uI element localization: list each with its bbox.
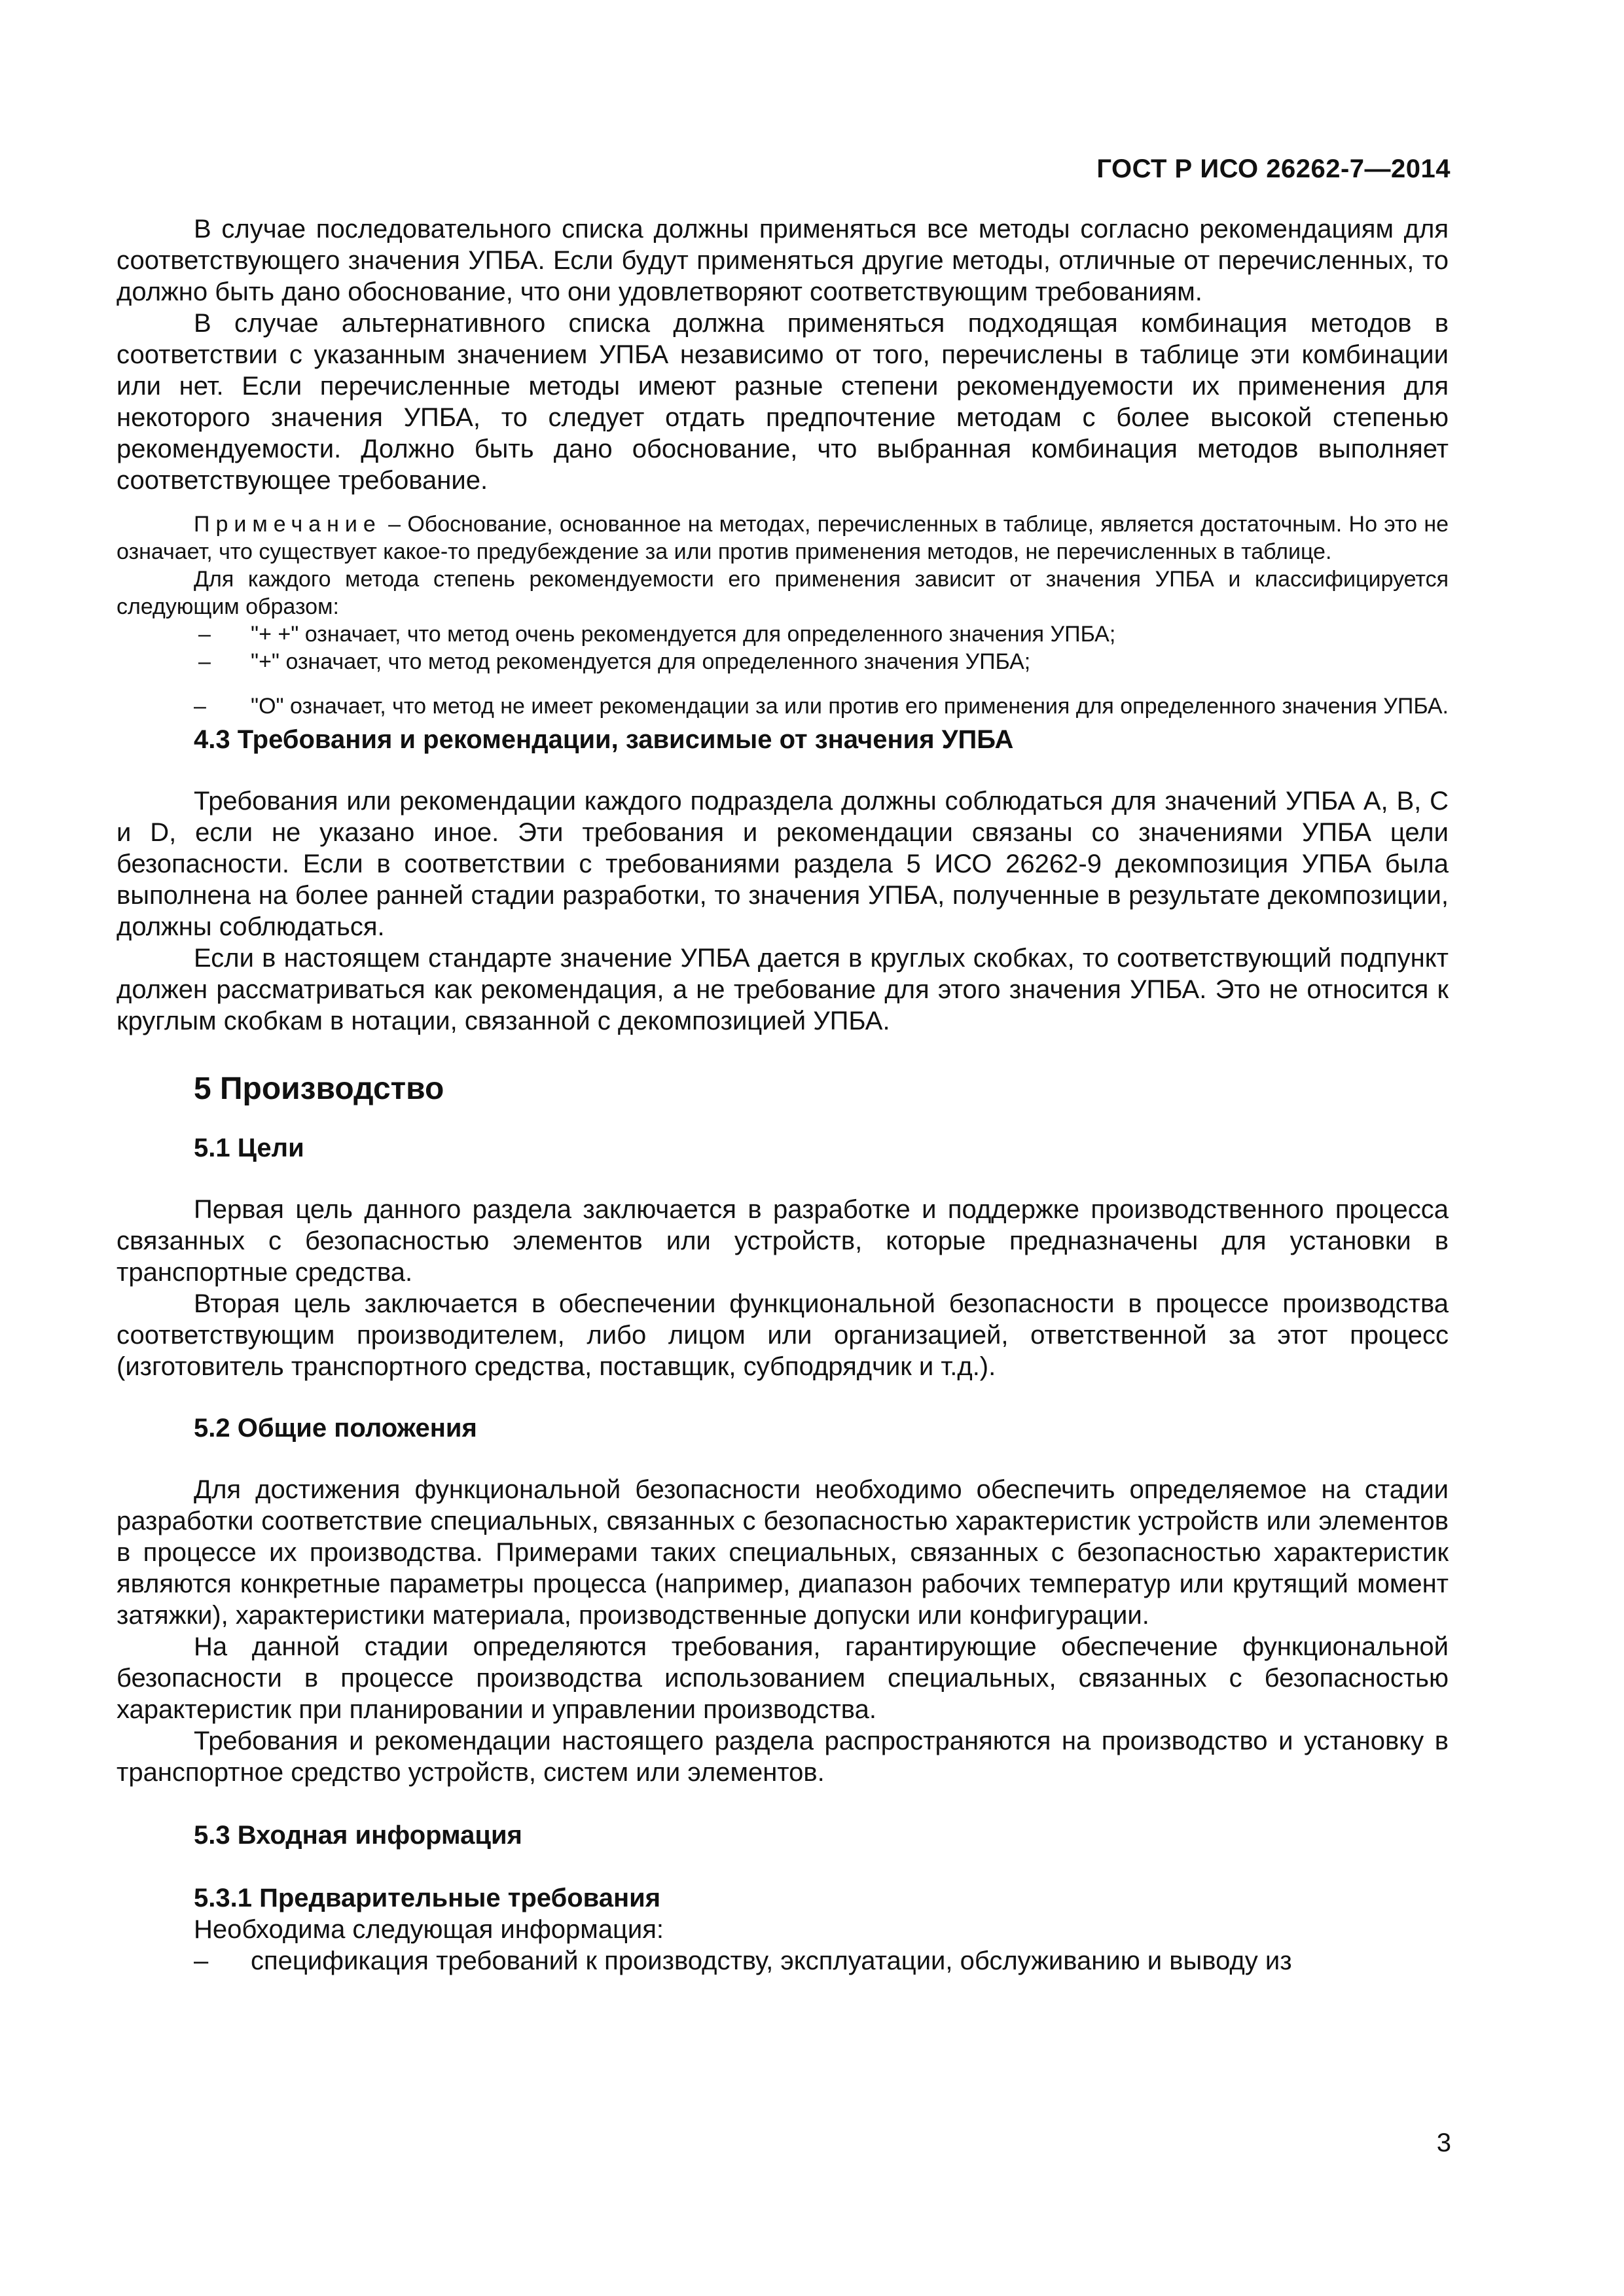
document-body <box>117 213 1449 1977</box>
note-label: Примечание <box>194 512 382 537</box>
section-heading-4-3: 4.3 Требования и рекомендации, зависимые от значения УПБА <box>194 725 1014 754</box>
note-block <box>117 511 1449 720</box>
list-dash: – <box>194 1946 209 1975</box>
section-paragraph: Требования или рекомендации каждого подраздела должны соблюдаться для значений УПБА А, В, С и D, если не указано иное. Эти требования и рекомендации связаны со значениями УПБА цели безопасности. Если в соответствии с требованиями раздела 5 ИСО 26262-9 декомпозиция УПБА была выполнена на более ранней стадии разработки, то значения УПБА, полученные в результате декомпозиции, должны соблюдаться. <box>117 787 1449 941</box>
page-number: 3 <box>1436 2128 1451 2157</box>
list-dash: – <box>198 649 211 674</box>
section-heading-5-2: 5.2 Общие положения <box>194 1414 477 1443</box>
classification-item <box>117 692 1449 720</box>
section-paragraph: Для достижения функциональной безопасности необходимо обеспечить определяемое на стадии разработки соответствие специальных, связанных с безопасностью характеристик устройств или элементов в процессе их производства. Примерами таких специальных, связанных с безопасностью характеристик являются конкретные параметры процесса (например, диапазон рабочих температур или крутящий момент затяжки), характеристики материала, производственные допуски или конфигурации. <box>117 1475 1449 1630</box>
note-paragraph <box>117 511 1449 565</box>
classification-item <box>117 620 1449 648</box>
intro-paragraph: В случае альтернативного списка должна применяться подходящая комбинация методов в соответствии с указанным значением УПБА независимо от того, перечислены в таблице эти комбинации или нет. Если перечисленные методы имеют разные степени рекомендуемости их применения для некоторого значения УПБА, то следует отдать предпочтение методам с более высокой степенью рекомендуемости. Должно быть дано обоснование, что выбранная комбинация методов выполняет соответствующее требование. <box>117 309 1449 495</box>
list-dash: – <box>194 694 206 719</box>
section-paragraph: На данной стадии определяются требования, гарантирующие обеспечение функциональной безопасности в процессе производства использованием специальных, связанных с безопасностью характеристик при планировании и управлении производства. <box>117 1632 1449 1724</box>
section-paragraph: Если в настоящем стандарте значение УПБА дается в круглых скобках, то соответствующий подпункт должен рассматриваться как рекомендация, а не требование для этого значения УПБА. Это не относится к круглым скобкам в нотации, связанной с декомпозицией УПБА. <box>117 944 1449 1035</box>
section-paragraph: Первая цель данного раздела заключается в разработке и поддержке производственного процесса связанных с безопасностью элементов или устройств, которые предназначены для установки в транспортные средства. <box>117 1195 1449 1287</box>
note-text: – Обоснование, основанное на методах, перечисленных в таблице, является достаточным. Но это не означает, что существует какое-то предубеждение за или против применения методов, не перечисленных в таблице. <box>117 512 1449 564</box>
section-paragraph: Необходима следующая информация: <box>194 1915 664 1944</box>
classification-item-text: "+ +" означает, что метод очень рекомендуется для определенного значения УПБА; <box>251 622 1116 647</box>
section-heading-5-1: 5.1 Цели <box>194 1134 304 1162</box>
classification-item <box>117 648 1449 675</box>
standard-header: ГОСТ Р ИСО 26262-7—2014 <box>1096 154 1451 183</box>
section-paragraph: Вторая цель заключается в обеспечении функциональной безопасности в процессе производства соответствующим производителем, либо лицом или организацией, ответственной за этот процесс (изготовитель транспортного средства, поставщик, субподрядчик и т.д.). <box>117 1289 1449 1381</box>
section-heading-5-3-1: 5.3.1 Предварительные требования <box>194 1884 661 1912</box>
intro-paragraph: В случае последовательного списка должны применяться все методы согласно рекомендациям для соответствующего значения УПБА. Если будут применяться другие методы, отличные от перечисленных, то должно быть дано обоснование, что они удовлетворяют соответствующим требованиям. <box>117 215 1449 306</box>
list-item-text: спецификация требований к производству, эксплуатации, обслуживанию и выводу из <box>251 1946 1292 1975</box>
list-dash: – <box>198 622 211 647</box>
section-heading-5-3: 5.3 Входная информация <box>194 1821 522 1850</box>
list-item <box>117 1945 1449 1977</box>
section-heading-5: 5 Производство <box>194 1071 444 1106</box>
classification-item-text: "О" означает, что метод не имеет рекомендации за или против его применения для определенного значения УПБА. <box>251 694 1449 719</box>
classification-item-text: "+" означает, что метод рекомендуется для определенного значения УПБА; <box>251 649 1031 674</box>
classification-paragraph: Для каждого метода степень рекомендуемости его применения зависит от значения УПБА и классифицируется следующим образом: <box>117 567 1449 619</box>
section-paragraph: Требования и рекомендации настоящего раздела распространяются на производство и установку в транспортное средство устройств, систем или элементов. <box>117 1727 1449 1787</box>
